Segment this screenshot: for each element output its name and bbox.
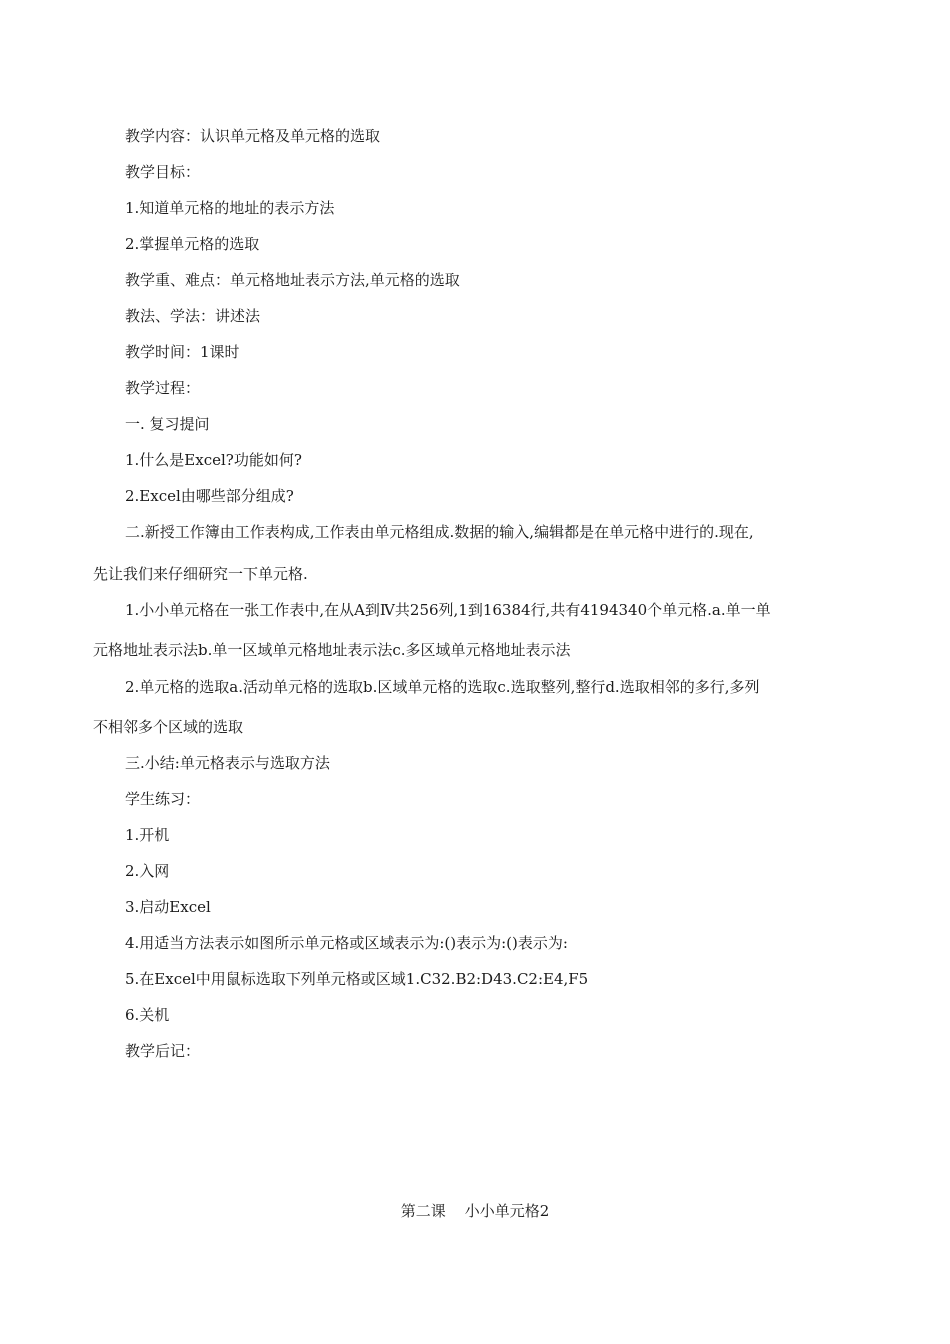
point-1-line-1: 1.小小单元格在一张工作表中,在从A到Ⅳ共256列,1到16384行,共有4194340个单元格.a.单一单 [125, 601, 771, 619]
key-points: 教学重、难点：单元格地址表示方法,单元格的选取 [125, 271, 460, 289]
practice-item-5: 5.在Excel中用鼠标选取下列单元格或区域1.C32.B2:D43.C2:E4,F5 [125, 970, 589, 988]
page-footer-title: 第二课 小小单元格2 [400, 1202, 550, 1220]
practice-item-6: 6.关机 [125, 1006, 170, 1024]
point-2-line-1: 2.单元格的选取a.活动单元格的选取b.区域单元格的选取c.选取整列,整行d.选取相邻的多行,多列 [125, 678, 760, 696]
review-question-2: 2.Excel由哪些部分组成? [125, 487, 294, 505]
section-2-line-1: 二.新授工作簿由工作表构成,工作表由单元格组成.数据的输入,编辑都是在单元格中进行的.现在, [125, 523, 754, 541]
teaching-methods: 教法、学法：讲述法 [125, 307, 261, 325]
practice-item-3: 3.启动Excel [125, 898, 211, 916]
section-2-line-2: 先让我们来仔细研究一下单元格. [93, 565, 308, 583]
teaching-time: 教学时间：1课时 [125, 343, 240, 361]
practice-label: 学生练习： [125, 790, 201, 808]
teaching-content: 教学内容：认识单元格及单元格的选取 [125, 127, 381, 145]
review-question-1: 1.什么是Excel?功能如何? [125, 451, 302, 469]
objective-1: 1.知道单元格的地址的表示方法 [125, 199, 335, 217]
section-3-summary: 三.小结:单元格表示与选取方法 [125, 754, 330, 772]
practice-item-1: 1.开机 [125, 826, 170, 844]
objectives-label: 教学目标： [125, 163, 201, 181]
section-1-title: 一. 复习提问 [125, 415, 210, 433]
practice-item-2: 2.入网 [125, 862, 170, 880]
practice-item-4: 4.用适当方法表示如图所示单元格或区域表示为:()表示为:()表示为: [125, 934, 568, 952]
point-1-line-2: 元格地址表示法b.单一区域单元格地址表示法c.多区域单元格地址表示法 [93, 641, 571, 659]
process-label: 教学过程： [125, 379, 201, 397]
afterword-label: 教学后记： [125, 1042, 201, 1060]
point-2-line-2: 不相邻多个区域的选取 [93, 718, 244, 736]
objective-2: 2.掌握单元格的选取 [125, 235, 260, 253]
